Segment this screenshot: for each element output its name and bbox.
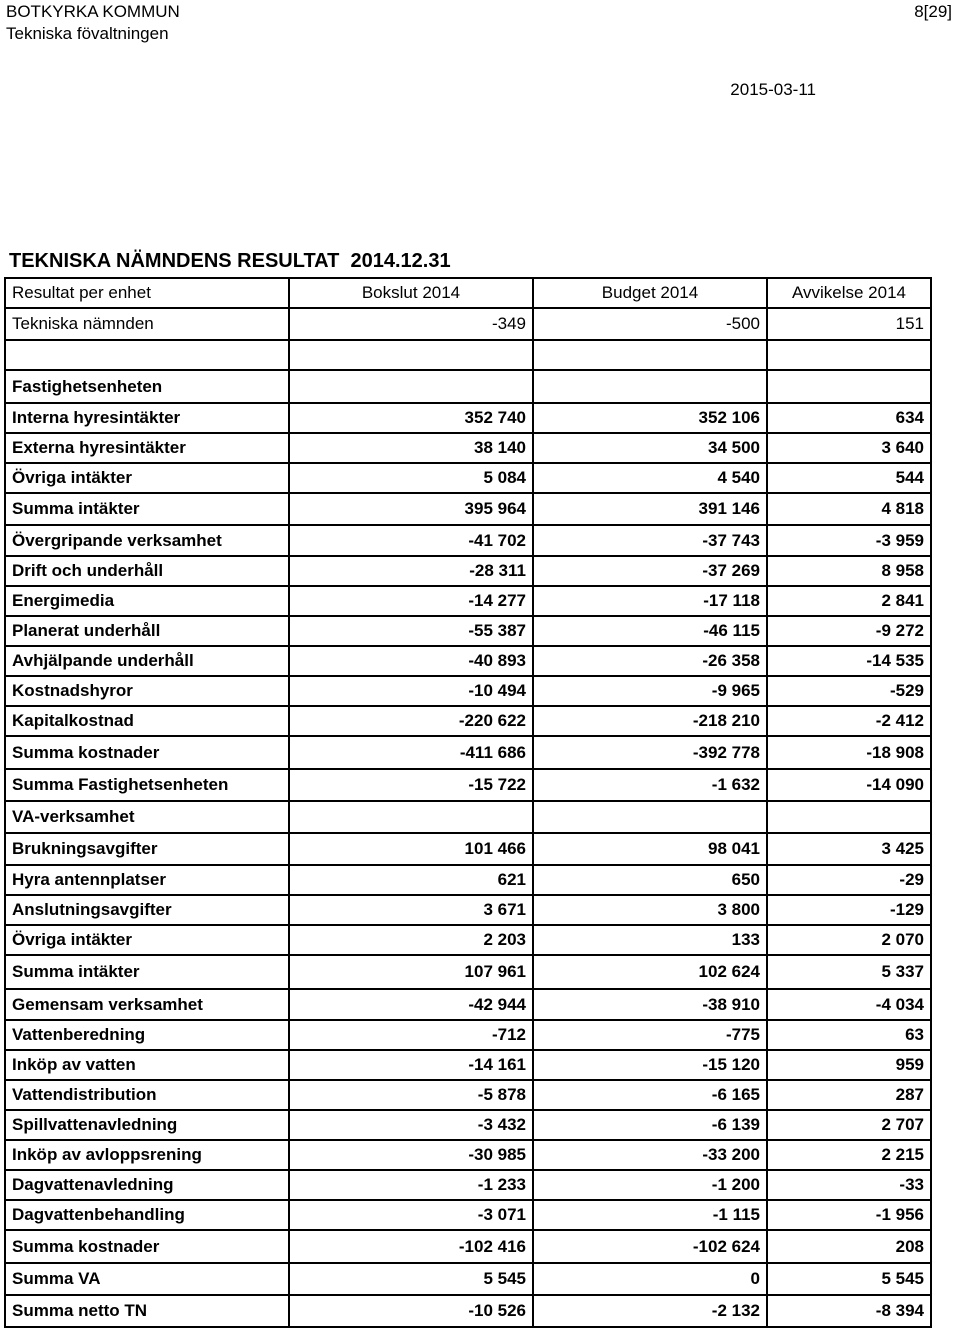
avvikelse-value: 4 818 (767, 493, 931, 525)
avvikelse-value: -2 412 (767, 706, 931, 736)
row-label: Övriga intäkter (5, 925, 289, 955)
budget-value: -38 910 (533, 989, 767, 1020)
budget-value: -392 778 (533, 736, 767, 769)
row-label: Interna hyresintäkter (5, 403, 289, 433)
results-table (4, 277, 932, 1328)
row-label: Planerat underhåll (5, 616, 289, 646)
bokslut-value: 107 961 (289, 955, 533, 989)
avvikelse-value: 544 (767, 463, 931, 493)
table-row (5, 865, 931, 895)
budget-value: 98 041 (533, 833, 767, 865)
avvikelse-value: -529 (767, 676, 931, 706)
avvikelse-value: 3 425 (767, 833, 931, 865)
bokslut-value: -220 622 (289, 706, 533, 736)
bokslut-value: -3 071 (289, 1200, 533, 1230)
avvikelse-value: -33 (767, 1170, 931, 1200)
avvikelse-value: -129 (767, 895, 931, 925)
table-row (5, 616, 931, 646)
bokslut-value: -102 416 (289, 1230, 533, 1263)
table-row (5, 1140, 931, 1170)
row-label: Summa intäkter (5, 493, 289, 525)
bokslut-value: -349 (289, 308, 533, 340)
table-row (5, 706, 931, 736)
table-row (5, 525, 931, 556)
table-row (5, 895, 931, 925)
column-header-unit: Resultat per enhet (5, 278, 289, 308)
avvikelse-value: 5 545 (767, 1263, 931, 1295)
row-label: Summa intäkter (5, 955, 289, 989)
row-label: Energimedia (5, 586, 289, 616)
budget-value (533, 340, 767, 370)
bokslut-value: -30 985 (289, 1140, 533, 1170)
budget-value: -102 624 (533, 1230, 767, 1263)
table-row (5, 308, 931, 340)
bokslut-value: 621 (289, 865, 533, 895)
bokslut-value: -14 161 (289, 1050, 533, 1080)
budget-value: -17 118 (533, 586, 767, 616)
row-label: Inköp av vatten (5, 1050, 289, 1080)
row-label: Summa kostnader (5, 736, 289, 769)
table-row (5, 1170, 931, 1200)
avvikelse-value: -29 (767, 865, 931, 895)
table-header-row (5, 278, 931, 308)
avvikelse-value: 287 (767, 1080, 931, 1110)
row-label: Dagvattenavledning (5, 1170, 289, 1200)
table-row (5, 646, 931, 676)
row-label: Hyra antennplatser (5, 865, 289, 895)
budget-value: 650 (533, 865, 767, 895)
budget-value: 102 624 (533, 955, 767, 989)
avvikelse-value (767, 370, 931, 403)
budget-value: -6 139 (533, 1110, 767, 1140)
bokslut-value: -5 878 (289, 1080, 533, 1110)
budget-value (533, 370, 767, 403)
bokslut-value: 395 964 (289, 493, 533, 525)
bokslut-value: -712 (289, 1020, 533, 1050)
budget-value: -1 632 (533, 769, 767, 801)
avvikelse-value (767, 340, 931, 370)
column-header-bokslut: Bokslut 2014 (289, 278, 533, 308)
row-label: Anslutningsavgifter (5, 895, 289, 925)
budget-value: -6 165 (533, 1080, 767, 1110)
bokslut-value: -42 944 (289, 989, 533, 1020)
row-label: Summa kostnader (5, 1230, 289, 1263)
column-header-budget: Budget 2014 (533, 278, 767, 308)
table-row (5, 989, 931, 1020)
bokslut-value: -55 387 (289, 616, 533, 646)
row-label: Externa hyresintäkter (5, 433, 289, 463)
avvikelse-value: 2 841 (767, 586, 931, 616)
bokslut-value: 101 466 (289, 833, 533, 865)
row-label: Fastighetsenheten (5, 370, 289, 403)
row-label: Inköp av avloppsrening (5, 1140, 289, 1170)
bokslut-value: 3 671 (289, 895, 533, 925)
budget-value (533, 801, 767, 833)
row-label (5, 340, 289, 370)
bokslut-value: 5 084 (289, 463, 533, 493)
budget-value: 133 (533, 925, 767, 955)
avvikelse-value: -18 908 (767, 736, 931, 769)
table-row (5, 463, 931, 493)
row-label: Gemensam verksamhet (5, 989, 289, 1020)
bokslut-value (289, 370, 533, 403)
avvikelse-value: 151 (767, 308, 931, 340)
column-header-avvikelse: Avvikelse 2014 (767, 278, 931, 308)
budget-value: -37 743 (533, 525, 767, 556)
department-name: Tekniska fövaltningen (6, 24, 169, 43)
bokslut-value: 38 140 (289, 433, 533, 463)
budget-value: -9 965 (533, 676, 767, 706)
row-label: Kostnadshyror (5, 676, 289, 706)
table-row (5, 676, 931, 706)
bokslut-value: -28 311 (289, 556, 533, 586)
table-row (5, 556, 931, 586)
budget-value: -37 269 (533, 556, 767, 586)
row-label: Vattendistribution (5, 1080, 289, 1110)
bokslut-value (289, 801, 533, 833)
bokslut-value (289, 340, 533, 370)
bokslut-value: 5 545 (289, 1263, 533, 1295)
avvikelse-value: 634 (767, 403, 931, 433)
budget-value: 0 (533, 1263, 767, 1295)
row-label: Brukningsavgifter (5, 833, 289, 865)
document-date: 2015-03-11 (730, 80, 816, 99)
avvikelse-value: 2 215 (767, 1140, 931, 1170)
budget-value: 34 500 (533, 433, 767, 463)
table-row (5, 493, 931, 525)
budget-value: -775 (533, 1020, 767, 1050)
budget-value: -33 200 (533, 1140, 767, 1170)
bokslut-value: -411 686 (289, 736, 533, 769)
table-row (5, 403, 931, 433)
avvikelse-value: 208 (767, 1230, 931, 1263)
table-row (5, 1050, 931, 1080)
avvikelse-value (767, 801, 931, 833)
budget-value: -46 115 (533, 616, 767, 646)
table-row (5, 586, 931, 616)
table-row (5, 1230, 931, 1263)
row-label: Summa netto TN (5, 1295, 289, 1327)
table-row (5, 1200, 931, 1230)
table-row (5, 925, 931, 955)
row-label: Spillvattenavledning (5, 1110, 289, 1140)
budget-value: 4 540 (533, 463, 767, 493)
avvikelse-value: 63 (767, 1020, 931, 1050)
avvikelse-value: 5 337 (767, 955, 931, 989)
row-label: Tekniska nämnden (5, 308, 289, 340)
table-row (5, 736, 931, 769)
row-label: Kapitalkostnad (5, 706, 289, 736)
table-row (5, 955, 931, 989)
budget-value: -500 (533, 308, 767, 340)
budget-value: -26 358 (533, 646, 767, 676)
table-row (5, 1020, 931, 1050)
table-row (5, 1263, 931, 1295)
budget-value: -218 210 (533, 706, 767, 736)
row-label: Summa Fastighetsenheten (5, 769, 289, 801)
avvikelse-value: -8 394 (767, 1295, 931, 1327)
table-row (5, 370, 931, 403)
budget-value: 3 800 (533, 895, 767, 925)
budget-value: -1 115 (533, 1200, 767, 1230)
table-row (5, 1110, 931, 1140)
row-label: Övriga intäkter (5, 463, 289, 493)
row-label: Vattenberedning (5, 1020, 289, 1050)
table-row (5, 801, 931, 833)
bokslut-value: -1 233 (289, 1170, 533, 1200)
row-label: Avhjälpande underhåll (5, 646, 289, 676)
row-label: Övergripande verksamhet (5, 525, 289, 556)
bokslut-value: -10 526 (289, 1295, 533, 1327)
bokslut-value: 352 740 (289, 403, 533, 433)
table-row (5, 340, 931, 370)
avvikelse-value: -1 956 (767, 1200, 931, 1230)
page-title: TEKNISKA NÄMNDENS RESULTAT 2014.12.31 (9, 250, 451, 272)
row-label: Summa VA (5, 1263, 289, 1295)
bokslut-value: -10 494 (289, 676, 533, 706)
bokslut-value: -15 722 (289, 769, 533, 801)
bokslut-value: -40 893 (289, 646, 533, 676)
budget-value: 391 146 (533, 493, 767, 525)
avvikelse-value: 2 707 (767, 1110, 931, 1140)
budget-value: -15 120 (533, 1050, 767, 1080)
organization-name: BOTKYRKA KOMMUN (6, 2, 180, 21)
avvikelse-value: -3 959 (767, 525, 931, 556)
avvikelse-value: 959 (767, 1050, 931, 1080)
avvikelse-value: -9 272 (767, 616, 931, 646)
avvikelse-value: 2 070 (767, 925, 931, 955)
row-label: VA-verksamhet (5, 801, 289, 833)
bokslut-value: -41 702 (289, 525, 533, 556)
page-number: 8[29] (914, 2, 952, 21)
budget-value: 352 106 (533, 403, 767, 433)
avvikelse-value: -14 090 (767, 769, 931, 801)
budget-value: -1 200 (533, 1170, 767, 1200)
table-row (5, 433, 931, 463)
row-label: Drift och underhåll (5, 556, 289, 586)
row-label: Dagvattenbehandling (5, 1200, 289, 1230)
table-row (5, 833, 931, 865)
table-row (5, 769, 931, 801)
avvikelse-value: -4 034 (767, 989, 931, 1020)
table-row (5, 1295, 931, 1327)
bokslut-value: 2 203 (289, 925, 533, 955)
avvikelse-value: 3 640 (767, 433, 931, 463)
table-row (5, 1080, 931, 1110)
budget-value: -2 132 (533, 1295, 767, 1327)
avvikelse-value: 8 958 (767, 556, 931, 586)
avvikelse-value: -14 535 (767, 646, 931, 676)
bokslut-value: -3 432 (289, 1110, 533, 1140)
bokslut-value: -14 277 (289, 586, 533, 616)
